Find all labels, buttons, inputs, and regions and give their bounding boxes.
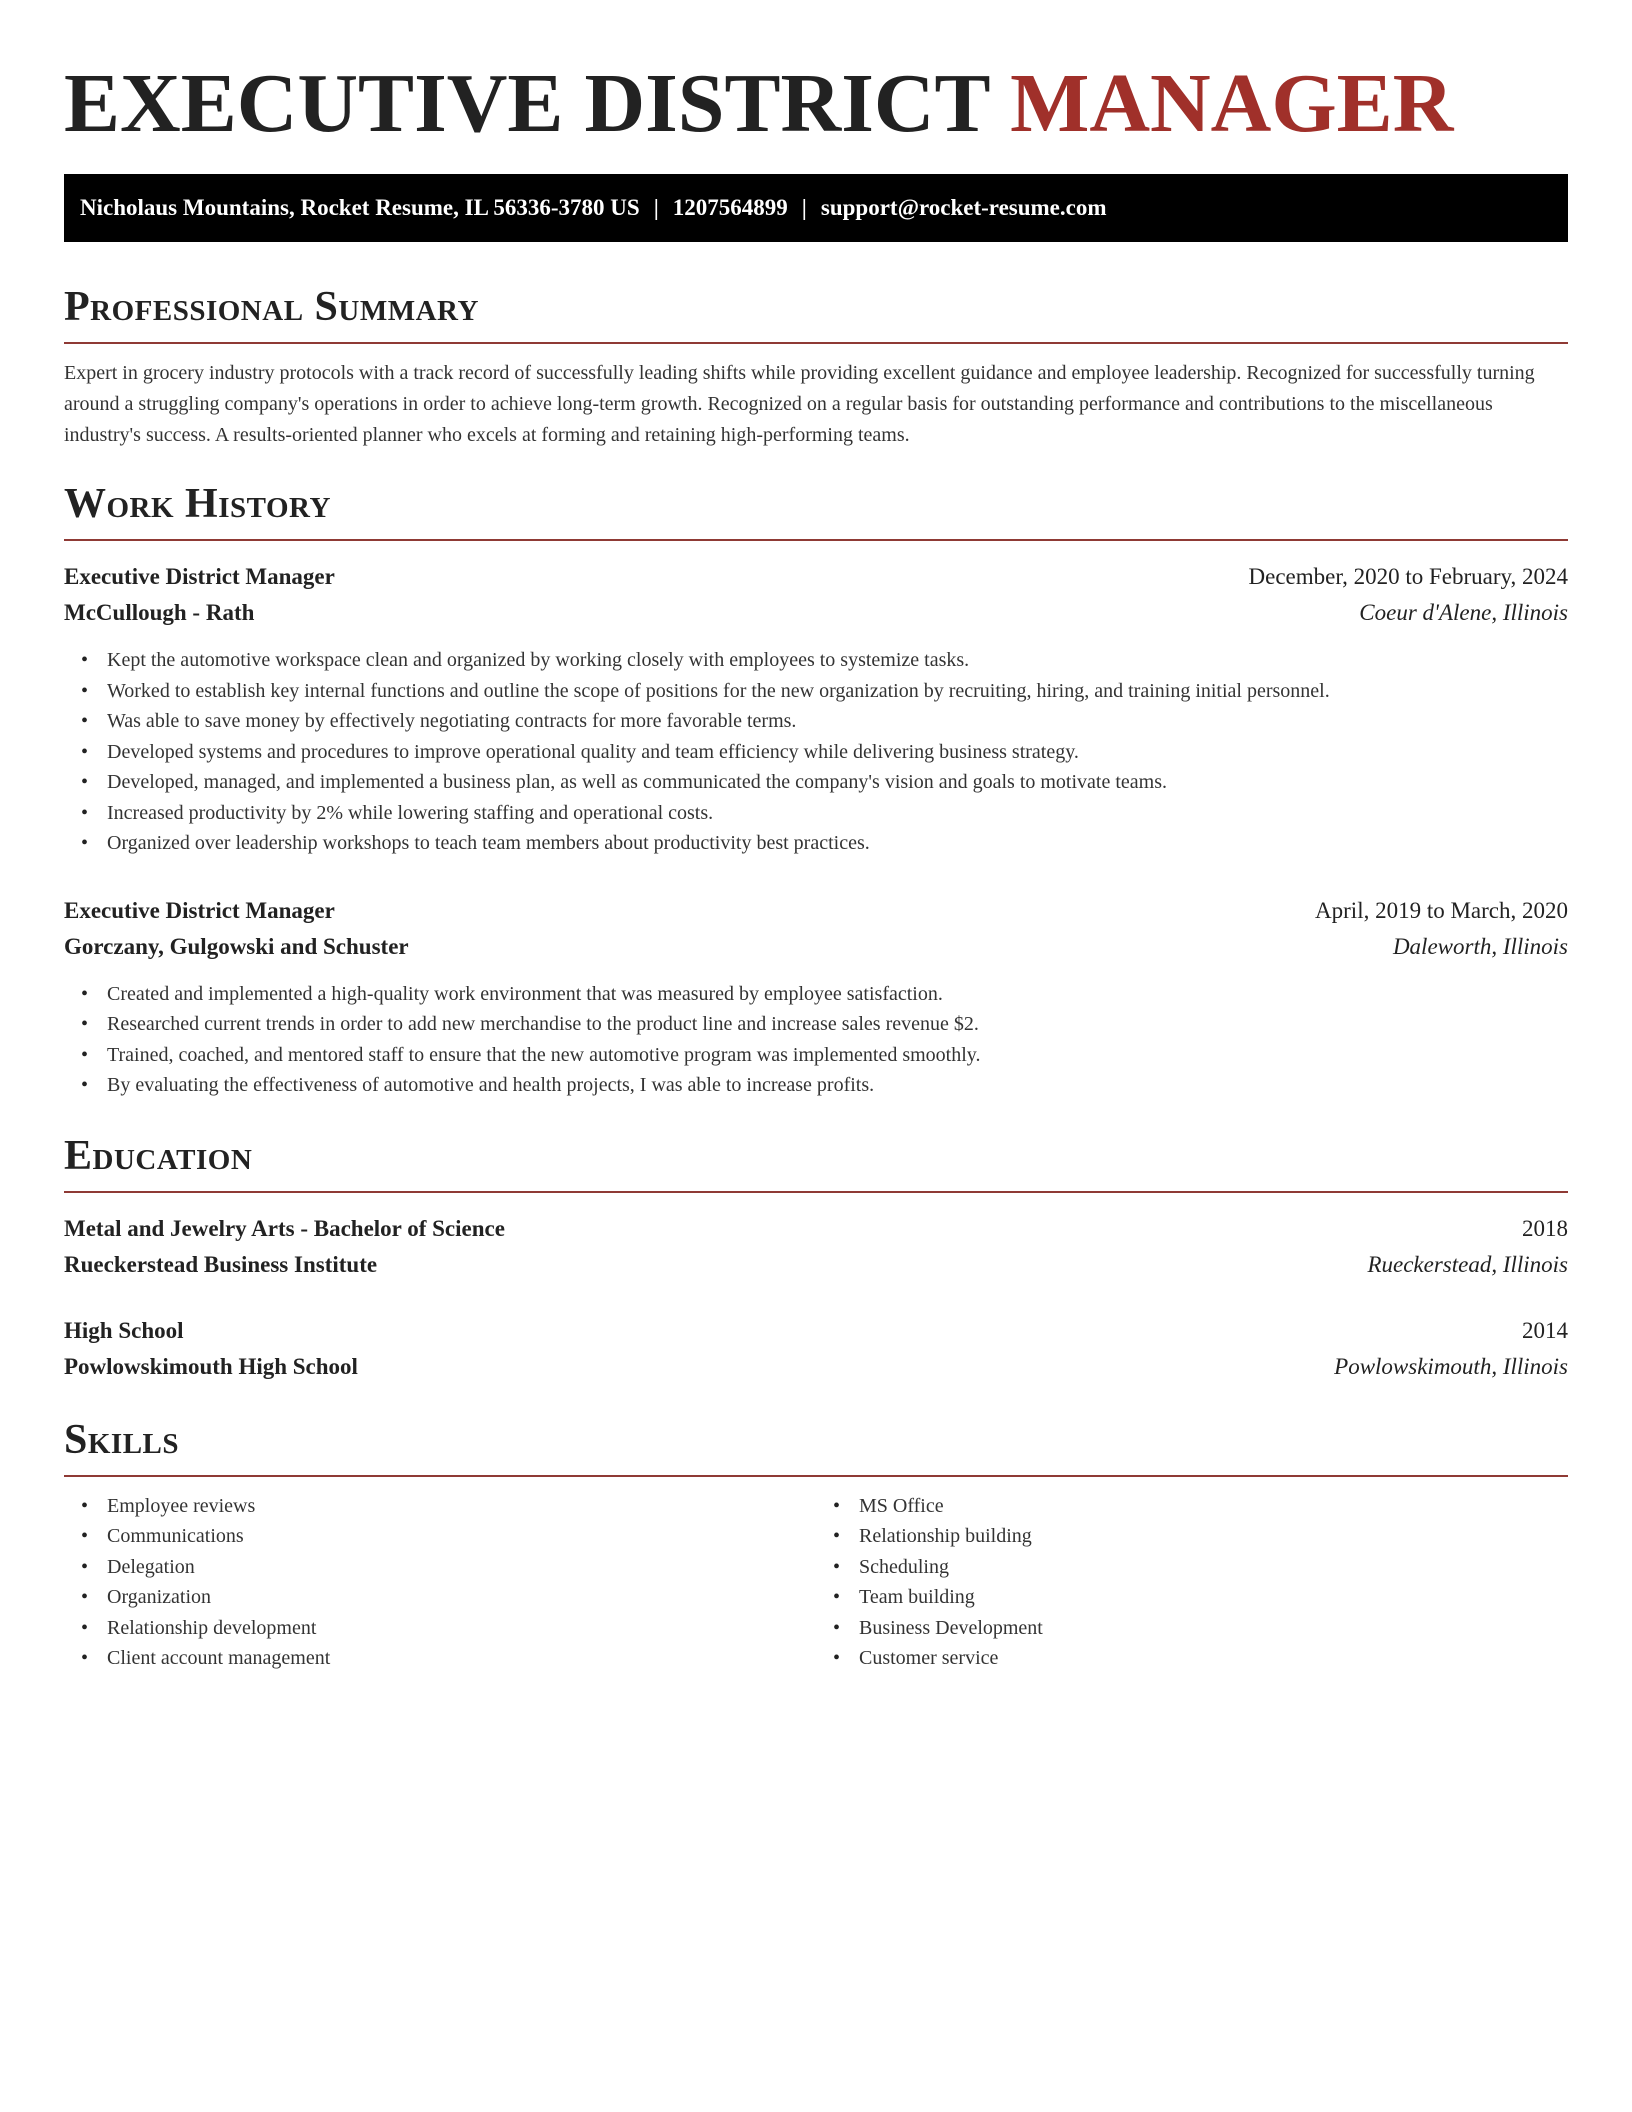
education-school-row [64, 1247, 1568, 1283]
section-divider [64, 539, 1568, 541]
education-header-row [64, 1211, 1568, 1247]
education-school: Powlowskimouth High School [64, 1353, 358, 1379]
contact-separator: | [801, 195, 807, 220]
section-heading-skills: Skills [64, 1416, 180, 1463]
skill-item: • Employee reviews [107, 1491, 816, 1522]
job-duty-item: • By evaluating the effectiveness of automotive and health projects, I was able to increase profits. [107, 1070, 1568, 1101]
summary-section [64, 282, 1568, 451]
education-year: 2014 [1522, 1317, 1568, 1343]
work-history-section [64, 479, 1568, 1101]
job-title: Executive District Manager [64, 897, 335, 923]
job-duty-item: • Created and implemented a high-quality work environment that was measured by employee satisfaction. [107, 979, 1568, 1010]
education-degree: High School [64, 1317, 184, 1343]
job-header-row [64, 559, 1568, 595]
education-header-row [64, 1313, 1568, 1349]
job-duties-list [64, 645, 1568, 859]
education-year: 2018 [1522, 1215, 1568, 1241]
job-duty-item: • Was able to save money by effectively negotiating contracts for more favorable terms. [107, 706, 1568, 737]
job-company: McCullough - Rath [64, 600, 255, 625]
job-company-row [64, 929, 1568, 965]
job-entry [64, 893, 1568, 1101]
job-dates: April, 2019 to March, 2020 [1315, 897, 1568, 923]
skill-item: • Scheduling [859, 1552, 1568, 1583]
section-divider [64, 1475, 1568, 1477]
education-section [64, 1131, 1568, 1385]
skill-item: • Delegation [107, 1552, 816, 1583]
education-entry [64, 1211, 1568, 1283]
skill-item: • Relationship building [859, 1521, 1568, 1552]
section-divider [64, 342, 1568, 344]
job-entry [64, 559, 1568, 859]
education-location: Powlowskimouth, Illinois [1334, 1353, 1568, 1379]
contact-email: support@rocket-resume.com [820, 195, 1107, 220]
summary-text: Expert in grocery industry protocols with a track record of successfully leading shifts while providing excellent guidance and employee leadership. Recognized for successfully turning around a struggling company's operations in order to achieve long-term growth. Recognized on a regular basis for outstanding performance and contributions to the miscellaneous industry's success. A results-oriented planner who excels at forming and retaining high-performing teams. [64, 362, 1535, 446]
skill-item: • Client account management [107, 1643, 816, 1674]
job-duty-item: • Developed, managed, and implemented a business plan, as well as communicated the company's vision and goals to motivate teams. [107, 767, 1568, 798]
job-duty-item: • Organized over leadership workshops to teach team members about productivity best practices. [107, 828, 1568, 859]
job-duty-item: • Researched current trends in order to add new merchandise to the product line and increase sales revenue $2. [107, 1009, 1568, 1040]
job-duty-item: • Worked to establish key internal functions and outline the scope of positions for the new organization by recruiting, hiring, and training initial personnel. [107, 676, 1568, 707]
skill-item: • MS Office [859, 1491, 1568, 1522]
job-location: Daleworth, Illinois [1392, 933, 1568, 959]
title-first-part: EXECUTIVE DISTRICT [64, 57, 990, 150]
job-duty-item: • Increased productivity by 2% while lowering staffing and operational costs. [107, 798, 1568, 829]
contact-separator: | [653, 195, 659, 220]
job-duties-list [64, 979, 1568, 1101]
contact-address: Nicholaus Mountains, Rocket Resume, IL 56336-3780 US [80, 195, 640, 220]
section-heading-work-history: Work History [64, 481, 331, 527]
job-duty-item: • Trained, coached, and mentored staff to ensure that the new automotive program was implemented smoothly. [107, 1040, 1568, 1071]
section-heading-education: Education [64, 1132, 253, 1179]
job-location: Coeur d'Alene, Illinois [1359, 600, 1568, 625]
education-location: Rueckerstead, Illinois [1367, 1251, 1568, 1277]
skill-item: • Team building [859, 1582, 1568, 1613]
skill-item: • Business Development [859, 1613, 1568, 1644]
education-entry [64, 1313, 1568, 1385]
education-school-row [64, 1349, 1568, 1385]
skill-item: • Customer service [859, 1643, 1568, 1674]
education-degree: Metal and Jewelry Arts - Bachelor of Science [64, 1215, 505, 1241]
job-company: Gorczany, Gulgowski and Schuster [64, 933, 409, 959]
job-company-row [64, 595, 1568, 631]
title-accent-part: MANAGER [1010, 57, 1454, 150]
job-dates: December, 2020 to February, 2024 [1248, 564, 1568, 589]
education-school: Rueckerstead Business Institute [64, 1251, 378, 1277]
job-title: Executive District Manager [64, 564, 335, 589]
contact-bar [64, 174, 1568, 242]
section-heading-summary: Professional Summary [64, 284, 479, 330]
skills-list-left [64, 1491, 816, 1674]
job-duty-item: • Developed systems and procedures to improve operational quality and team efficiency while delivering business strategy. [107, 737, 1568, 768]
skills-section [64, 1415, 1568, 1674]
skill-item: • Communications [107, 1521, 816, 1552]
resume-title [64, 0, 1568, 150]
job-duty-item: • Kept the automotive workspace clean and organized by working closely with employees to systemize tasks. [107, 645, 1568, 676]
job-header-row [64, 893, 1568, 929]
skill-item: • Relationship development [107, 1613, 816, 1644]
section-divider [64, 1191, 1568, 1193]
skills-grid [64, 1491, 1568, 1674]
skills-list-right [816, 1491, 1568, 1674]
contact-phone: 1207564899 [672, 195, 788, 220]
skill-item: • Organization [107, 1582, 816, 1613]
